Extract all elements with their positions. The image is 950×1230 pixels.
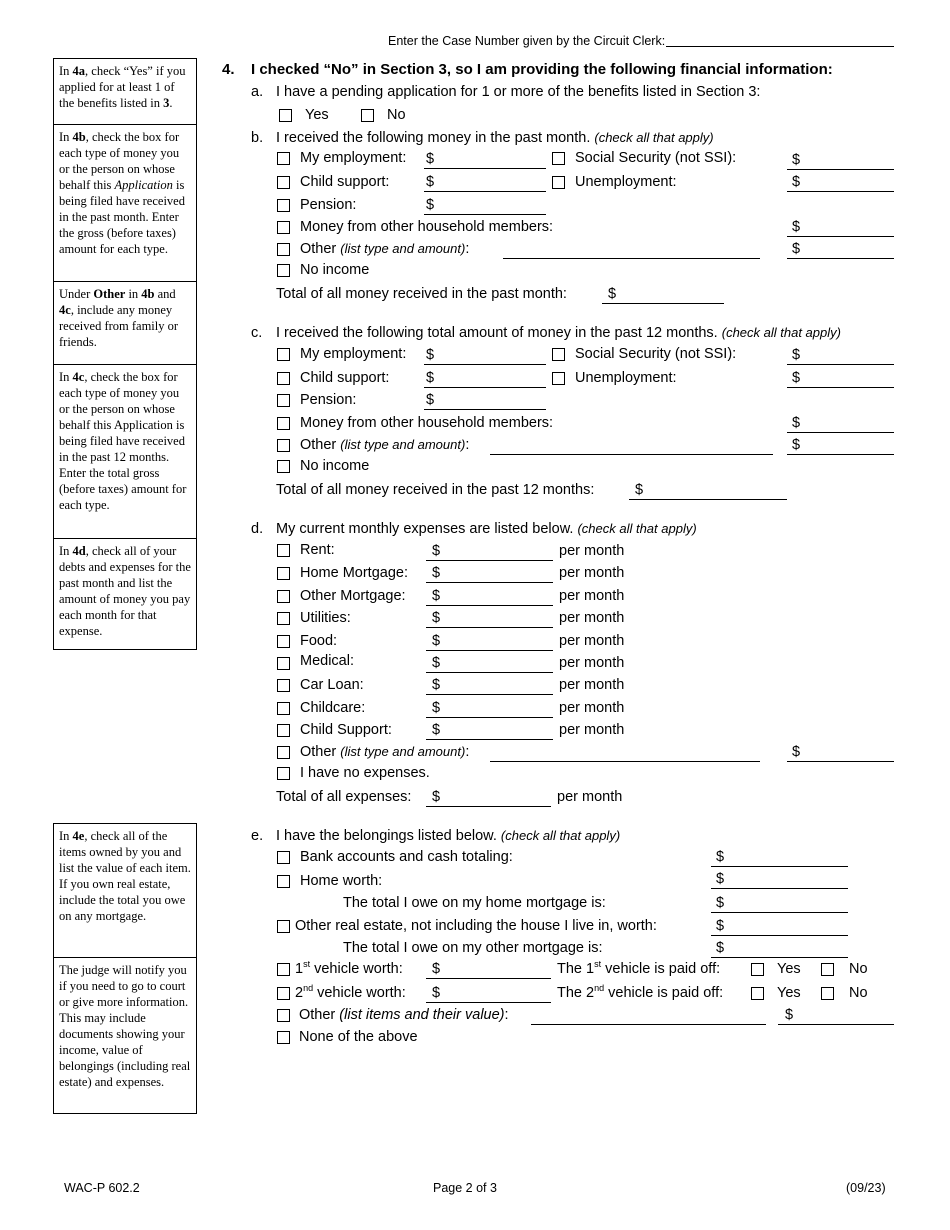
dollar-sign: $ bbox=[792, 152, 801, 168]
c-total-amount[interactable] bbox=[629, 499, 787, 500]
b-noincome-label: No income bbox=[300, 262, 370, 278]
dollar-sign: $ bbox=[432, 565, 441, 581]
b-unemp-amount[interactable] bbox=[787, 191, 894, 192]
e-other-checkbox[interactable] bbox=[277, 1009, 290, 1022]
dollar-sign: $ bbox=[432, 543, 441, 559]
b-employment-checkbox[interactable] bbox=[277, 152, 290, 165]
d-rent-label: Rent: bbox=[300, 542, 335, 558]
e-v1-amount[interactable] bbox=[426, 978, 551, 979]
dollar-sign: $ bbox=[792, 370, 801, 386]
e-text: I have the belongings listed below. (check all that apply) bbox=[276, 828, 621, 844]
note-4c: In 4c, check the box for each type of money you or the person on whose behalf this Application is being filed have received in the past 12 months. Enter the total gross (before taxes) amount for each type. bbox=[53, 364, 197, 539]
c-household-label: Money from other household members: bbox=[300, 415, 554, 431]
e-v2-yes-label: Yes bbox=[777, 985, 801, 1001]
d-childcare-amount[interactable] bbox=[426, 717, 553, 718]
per-month-label: per month bbox=[559, 700, 625, 716]
b-employment-label: My employment: bbox=[300, 150, 407, 166]
c-household-checkbox[interactable] bbox=[277, 417, 290, 430]
dollar-sign: $ bbox=[785, 1007, 794, 1023]
dollar-sign: $ bbox=[426, 151, 435, 167]
b-noincome-checkbox[interactable] bbox=[277, 264, 290, 277]
dollar-sign: $ bbox=[716, 940, 725, 956]
b-total-label: Total of all money received in the past month: bbox=[276, 286, 567, 302]
dollar-sign: $ bbox=[432, 985, 441, 1001]
d-car-loan-amount[interactable] bbox=[426, 694, 553, 695]
dollar-sign: $ bbox=[426, 370, 435, 386]
e-v2-yes-checkbox[interactable] bbox=[751, 987, 764, 1000]
dollar-sign: $ bbox=[716, 871, 725, 887]
note-4d: In 4d, check all of your debts and expenses for the past month and list the amount of money you pay each month for that expense. bbox=[53, 538, 197, 650]
dollar-sign: $ bbox=[716, 849, 725, 865]
c-household-amount[interactable] bbox=[787, 432, 894, 433]
section-number: 4. bbox=[222, 61, 235, 78]
dollar-sign: $ bbox=[792, 415, 801, 431]
b-unemp-checkbox[interactable] bbox=[552, 176, 565, 189]
b-text: I received the following money in the past month. (check all that apply) bbox=[276, 130, 714, 146]
letter-b: b. bbox=[251, 130, 264, 146]
e-v1-no-checkbox[interactable] bbox=[821, 963, 834, 976]
c-child-amount[interactable] bbox=[424, 387, 546, 388]
c-employment-label: My employment: bbox=[300, 346, 407, 362]
e-bank-label: Bank accounts and cash totaling: bbox=[300, 849, 513, 865]
e-owe-other-label: The total I owe on my other mortgage is: bbox=[343, 940, 603, 956]
a-no-checkbox[interactable] bbox=[361, 109, 374, 122]
c-noincome-label: No income bbox=[300, 458, 370, 474]
e-other-re-checkbox[interactable] bbox=[277, 920, 290, 933]
letter-c: c. bbox=[251, 325, 263, 341]
page-number: Page 2 of 3 bbox=[433, 1181, 497, 1195]
per-month-label: per month bbox=[557, 789, 623, 805]
section-title: I checked “No” in Section 3, so I am providing the following financial information: bbox=[251, 61, 833, 78]
d-home-mortgage-label: Home Mortgage: bbox=[300, 565, 408, 581]
c-child-label: Child support: bbox=[300, 370, 390, 386]
e-none-checkbox[interactable] bbox=[277, 1031, 290, 1044]
c-employment-amount[interactable] bbox=[424, 364, 546, 365]
a-yes-checkbox[interactable] bbox=[279, 109, 292, 122]
d-other-label: Other (list type and amount): bbox=[300, 744, 470, 760]
d-utilities-label: Utilities: bbox=[300, 610, 351, 626]
e-v2-no-checkbox[interactable] bbox=[821, 987, 834, 1000]
e-owe-home-label: The total I owe on my home mortgage is: bbox=[343, 895, 606, 911]
letter-a: a. bbox=[251, 84, 264, 100]
form-date: (09/23) bbox=[846, 1181, 886, 1195]
c-pension-amount[interactable] bbox=[424, 409, 546, 410]
dollar-sign: $ bbox=[635, 482, 644, 498]
d-other-amount[interactable] bbox=[787, 761, 894, 762]
c-ss-checkbox[interactable] bbox=[552, 348, 565, 361]
d-home-mortgage-checkbox[interactable] bbox=[277, 567, 290, 580]
dollar-sign: $ bbox=[426, 347, 435, 363]
dollar-sign: $ bbox=[608, 286, 617, 302]
dollar-sign: $ bbox=[432, 961, 441, 977]
letter-e: e. bbox=[251, 828, 264, 844]
dollar-sign: $ bbox=[432, 789, 441, 805]
c-text: I received the following total amount of money in the past 12 months. (check all that apply) bbox=[276, 325, 841, 341]
b-employment-amount[interactable] bbox=[424, 168, 546, 169]
e-v1-yes-label: Yes bbox=[777, 961, 801, 977]
per-month-label: per month bbox=[559, 588, 625, 604]
note-judge: The judge will notify you if you need to go to court or give more information. This may include documents showing your income, value of belongings (including real estate) and expenses. bbox=[53, 957, 197, 1114]
d-food-checkbox[interactable] bbox=[277, 635, 290, 648]
dollar-sign: $ bbox=[716, 918, 725, 934]
c-employment-checkbox[interactable] bbox=[277, 348, 290, 361]
d-total-label: Total of all expenses: bbox=[276, 789, 412, 805]
e-v1-label: 1st vehicle worth: bbox=[295, 959, 403, 977]
d-car-loan-label: Car Loan: bbox=[300, 677, 364, 693]
per-month-label: per month bbox=[559, 565, 625, 581]
dollar-sign: $ bbox=[426, 392, 435, 408]
dollar-sign: $ bbox=[432, 633, 441, 649]
per-month-label: per month bbox=[559, 677, 625, 693]
b-unemp-label: Unemployment: bbox=[575, 174, 677, 190]
e-bank-checkbox[interactable] bbox=[277, 851, 290, 864]
case-number-field[interactable] bbox=[666, 46, 894, 47]
e-v2-amount[interactable] bbox=[426, 1002, 551, 1003]
d-total-amount[interactable] bbox=[426, 806, 551, 807]
d-utilities-checkbox[interactable] bbox=[277, 612, 290, 625]
d-child-support-label: Child Support: bbox=[300, 722, 392, 738]
c-child-checkbox[interactable] bbox=[277, 372, 290, 385]
d-food-label: Food: bbox=[300, 633, 338, 649]
d-childcare-label: Childcare: bbox=[300, 700, 366, 716]
d-other-mortgage-label: Other Mortgage: bbox=[300, 588, 406, 604]
d-other-mortgage-checkbox[interactable] bbox=[277, 590, 290, 603]
c-pension-label: Pension: bbox=[300, 392, 357, 408]
b-other-label: Other (list type and amount): bbox=[300, 241, 470, 257]
d-rent-amount[interactable] bbox=[426, 560, 553, 561]
dollar-sign: $ bbox=[716, 895, 725, 911]
d-other-mortgage-amount[interactable] bbox=[426, 605, 553, 606]
case-number-label: Enter the Case Number given by the Circuit Clerk: bbox=[388, 34, 666, 48]
b-ss-checkbox[interactable] bbox=[552, 152, 565, 165]
d-car-loan-checkbox[interactable] bbox=[277, 679, 290, 692]
dollar-sign: $ bbox=[432, 610, 441, 626]
b-ss-amount[interactable] bbox=[787, 169, 894, 170]
e-v2-checkbox[interactable] bbox=[277, 987, 290, 1000]
d-text: My current monthly expenses are listed below. (check all that apply) bbox=[276, 521, 697, 537]
b-total-amount[interactable] bbox=[602, 303, 724, 304]
d-medical-checkbox[interactable] bbox=[277, 657, 290, 670]
a-yes-label: Yes bbox=[305, 107, 329, 123]
per-month-label: per month bbox=[559, 610, 625, 626]
dollar-sign: $ bbox=[432, 722, 441, 738]
per-month-label: per month bbox=[559, 722, 625, 738]
form-id: WAC-P 602.2 bbox=[64, 1181, 140, 1195]
d-medical-label: Medical: bbox=[300, 653, 354, 669]
d-food-amount[interactable] bbox=[426, 650, 553, 651]
b-other-type[interactable] bbox=[503, 258, 760, 259]
e-none-label: None of the above bbox=[299, 1029, 418, 1045]
dollar-sign: $ bbox=[792, 744, 801, 760]
d-rent-checkbox[interactable] bbox=[277, 544, 290, 557]
e-home-checkbox[interactable] bbox=[277, 875, 290, 888]
b-child-checkbox[interactable] bbox=[277, 176, 290, 189]
b-household-checkbox[interactable] bbox=[277, 221, 290, 234]
dollar-sign: $ bbox=[432, 655, 441, 671]
d-medical-amount[interactable] bbox=[426, 672, 553, 673]
c-unemp-label: Unemployment: bbox=[575, 370, 677, 386]
e-home-label: Home worth: bbox=[300, 873, 383, 889]
letter-d: d. bbox=[251, 521, 264, 537]
b-other-amount[interactable] bbox=[787, 258, 894, 259]
dollar-sign: $ bbox=[432, 700, 441, 716]
e-v1-no-label: No bbox=[849, 961, 868, 977]
e-v1-yes-checkbox[interactable] bbox=[751, 963, 764, 976]
dollar-sign: $ bbox=[426, 197, 435, 213]
b-pension-amount[interactable] bbox=[424, 214, 546, 215]
c-unemp-amount[interactable] bbox=[787, 387, 894, 388]
dollar-sign: $ bbox=[432, 677, 441, 693]
b-other-checkbox[interactable] bbox=[277, 243, 290, 256]
dollar-sign: $ bbox=[792, 219, 801, 235]
b-child-amount[interactable] bbox=[424, 191, 546, 192]
d-childcare-checkbox[interactable] bbox=[277, 702, 290, 715]
per-month-label: per month bbox=[559, 655, 625, 671]
b-child-label: Child support: bbox=[300, 174, 390, 190]
c-other-label: Other (list type and amount): bbox=[300, 437, 470, 453]
d-child-support-checkbox[interactable] bbox=[277, 724, 290, 737]
b-pension-checkbox[interactable] bbox=[277, 199, 290, 212]
d-other-type[interactable] bbox=[490, 761, 760, 762]
e-other-re-label: Other real estate, not including the house I live in, worth: bbox=[295, 918, 657, 934]
b-ss-label: Social Security (not SSI): bbox=[575, 150, 737, 166]
e-bank-amount[interactable] bbox=[711, 866, 848, 867]
c-unemp-checkbox[interactable] bbox=[552, 372, 565, 385]
e-v1-checkbox[interactable] bbox=[277, 963, 290, 976]
note-other: Under Other in 4b and 4c, include any money received from family or friends. bbox=[53, 281, 197, 365]
dollar-sign: $ bbox=[792, 347, 801, 363]
note-4a: In 4a, check “Yes” if you applied for at least 1 of the benefits listed in 3. bbox=[53, 58, 197, 125]
e-v1-paid-label: The 1st vehicle is paid off: bbox=[557, 959, 721, 977]
dollar-sign: $ bbox=[792, 241, 801, 257]
dollar-sign: $ bbox=[792, 437, 801, 453]
b-household-amount[interactable] bbox=[787, 236, 894, 237]
c-ss-amount[interactable] bbox=[787, 364, 894, 365]
e-v2-paid-label: The 2nd vehicle is paid off: bbox=[557, 983, 724, 1001]
c-other-checkbox[interactable] bbox=[277, 439, 290, 452]
d-child-support-amount[interactable] bbox=[426, 739, 553, 740]
e-home-amount[interactable] bbox=[711, 888, 848, 889]
d-none-checkbox[interactable] bbox=[277, 767, 290, 780]
e-owe-other-amount[interactable] bbox=[711, 957, 848, 958]
e-owe-home-amount[interactable] bbox=[711, 912, 848, 913]
b-pension-label: Pension: bbox=[300, 197, 357, 213]
b-household-label: Money from other household members: bbox=[300, 219, 554, 235]
d-home-mortgage-amount[interactable] bbox=[426, 582, 553, 583]
a-no-label: No bbox=[387, 107, 406, 123]
d-other-checkbox[interactable] bbox=[277, 746, 290, 759]
a-text: I have a pending application for 1 or more of the benefits listed in Section 3: bbox=[276, 84, 761, 100]
per-month-label: per month bbox=[559, 633, 625, 649]
e-other-label: Other (list items and their value): bbox=[299, 1007, 509, 1023]
e-v2-label: 2nd vehicle worth: bbox=[295, 983, 406, 1001]
d-utilities-amount[interactable] bbox=[426, 627, 553, 628]
per-month-label: per month bbox=[559, 543, 625, 559]
dollar-sign: $ bbox=[432, 588, 441, 604]
e-other-re-amount[interactable] bbox=[711, 935, 848, 936]
c-other-type[interactable] bbox=[490, 454, 773, 455]
c-total-label: Total of all money received in the past 12 months: bbox=[276, 482, 595, 498]
c-other-amount[interactable] bbox=[787, 454, 894, 455]
e-v2-no-label: No bbox=[849, 985, 868, 1001]
c-noincome-checkbox[interactable] bbox=[277, 460, 290, 473]
c-ss-label: Social Security (not SSI): bbox=[575, 346, 737, 362]
note-4b: In 4b, check the box for each type of money you or the person on whose behalf this Application is being filed have received in the past month. Enter the gross (before taxes) amount for each type. bbox=[53, 124, 197, 282]
dollar-sign: $ bbox=[426, 174, 435, 190]
note-4e: In 4e, check all of the items owned by you and list the value of each item. If you own real estate, include the total you owe on any mortgage. bbox=[53, 823, 197, 958]
dollar-sign: $ bbox=[792, 174, 801, 190]
d-none-label: I have no expenses. bbox=[300, 765, 430, 781]
e-other-amount[interactable] bbox=[778, 1024, 894, 1025]
c-pension-checkbox[interactable] bbox=[277, 394, 290, 407]
e-other-items[interactable] bbox=[531, 1024, 766, 1025]
